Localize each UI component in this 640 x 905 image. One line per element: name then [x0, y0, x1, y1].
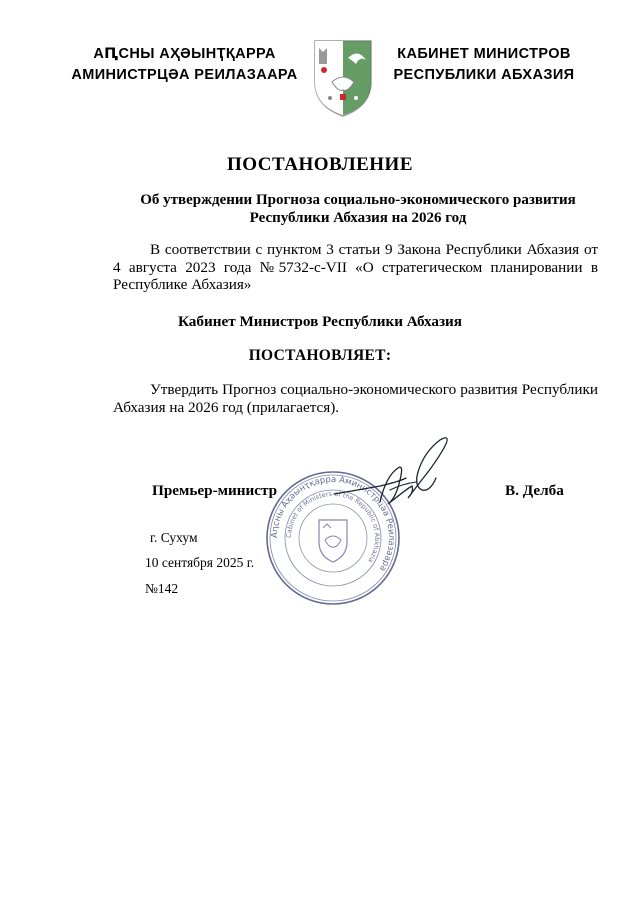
header-right-line1: КАБИНЕТ МИНИСТРОВ [397, 46, 571, 62]
issue-place: г. Сухум [150, 530, 198, 545]
header-right [378, 44, 590, 86]
stamp-outer-text: Аԥсны Аҳәынҭқарра Аминистрцәа Реилазаара [269, 474, 397, 573]
header-left-line2: АМИНИСТРЦӘА РЕИЛАЗААРА [71, 67, 298, 83]
signer-title: Премьер-министр [152, 482, 278, 499]
header-left [62, 44, 307, 86]
document-subject [118, 191, 598, 227]
subject-line1: Об утверждении Прогноза социально-экономического развития [140, 192, 576, 208]
handwritten-signature [328, 432, 476, 516]
subject-line2: Республики Абхазия на 2026 год [249, 210, 467, 226]
stamp-emblem-icon [319, 520, 347, 562]
preamble-paragraph: В соответствии с пунктом 3 статьи 9 Закона Республики Абхазия от 4 августа 2023 года №5732-с-VII «О стратегическом планировании в Республике Абхазия» [113, 241, 598, 294]
document-type-title: ПОСТАНОВЛЕНИЕ [226, 154, 414, 175]
document-number: №142 [145, 581, 179, 596]
issue-date: 10 сентября 2025 г. [145, 555, 255, 570]
stamp-inner-text: Cabinet of Ministers of the Republic of Abkhazia [284, 489, 382, 565]
abkhazia-coat-of-arms-icon [312, 38, 374, 118]
header-left-line1: АԤСНЫ АҲӘЫНҬҚАРРА [93, 46, 276, 62]
body-paragraph: Утвердить Прогноз социально-экономического развития Республики Абхазия на 2026 год (прилагается). [113, 381, 598, 416]
issuer-heading: Кабинет Министров Республики Абхазия [177, 313, 463, 330]
decree-verb: ПОСТАНОВЛЯЕТ: [248, 347, 392, 364]
signer-name: В. Делба [505, 482, 564, 499]
header-right-line2: РЕСПУБЛИКИ АБХАЗИЯ [393, 67, 575, 83]
